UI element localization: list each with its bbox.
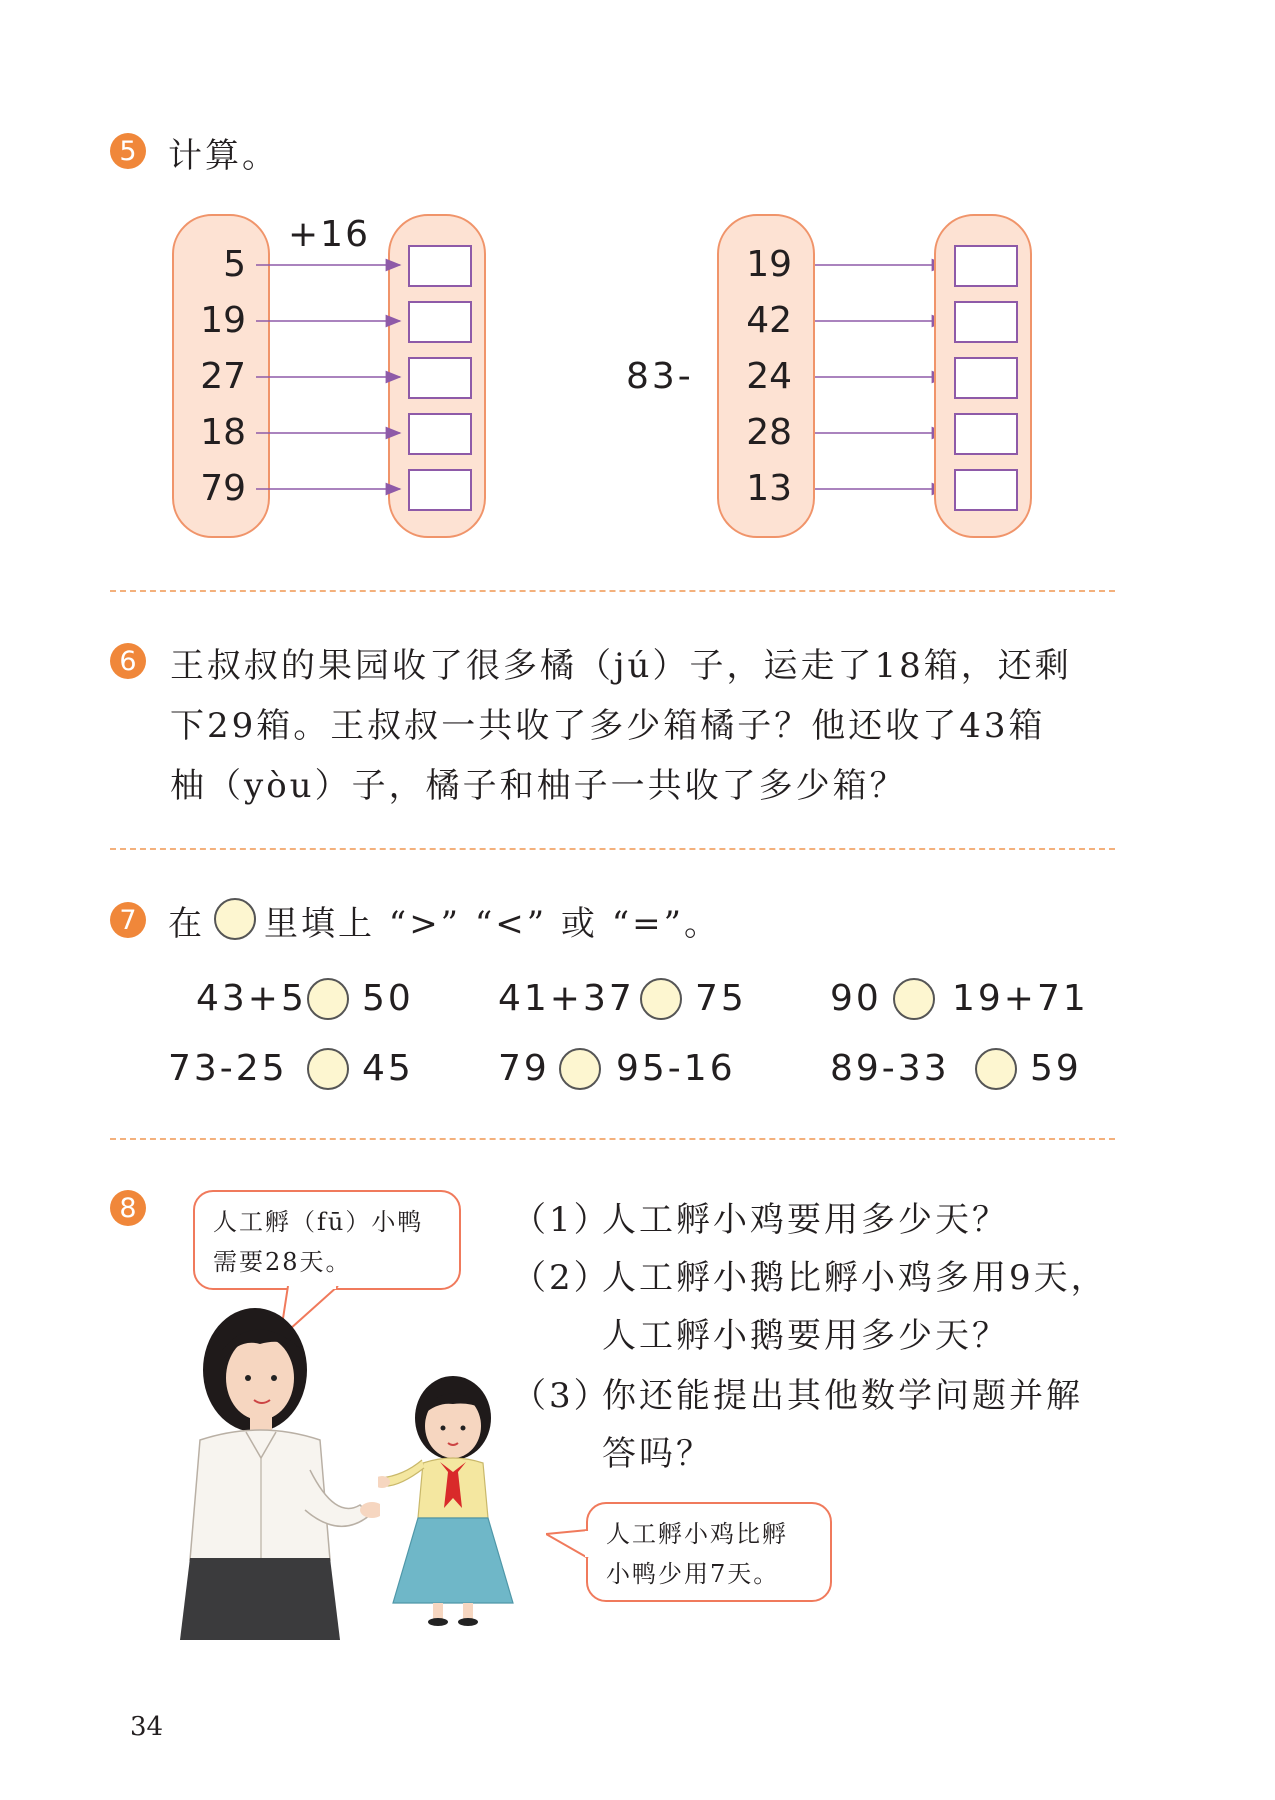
- q5-left-answer-box[interactable]: [408, 301, 472, 343]
- q7-compare-circle[interactable]: [559, 1048, 601, 1090]
- q5-left-answer-box[interactable]: [408, 469, 472, 511]
- q6-line: 下29箱。王叔叔一共收了多少箱橘子？他还收了43箱: [170, 706, 1046, 746]
- q8-sub-text: 你还能提出其他数学问题并解: [602, 1376, 1083, 1416]
- q8-sub-text: 人工孵小鸡要用多少天？: [602, 1200, 1009, 1240]
- question-number-7: 7: [110, 902, 146, 938]
- q7-right-expr: 59: [1030, 1048, 1082, 1089]
- q8-sub-label: （3）: [512, 1376, 611, 1416]
- teacher-bubble-line: 需要28天。: [213, 1248, 352, 1276]
- q8-sub-text: 人工孵小鹅比孵小鸡多用9天，: [602, 1258, 1108, 1298]
- q5-left-answer-box[interactable]: [408, 245, 472, 287]
- page-number: 34: [130, 1712, 164, 1742]
- q5-right-answer-box[interactable]: [954, 245, 1018, 287]
- q8-sub-text: 人工孵小鹅要用多少天？: [602, 1316, 1009, 1356]
- q7-right-expr: 95-16: [616, 1048, 736, 1089]
- q7-left-expr: 90: [830, 978, 882, 1019]
- q8-sub-label: （1）: [512, 1200, 611, 1240]
- q5-left-operator: +16: [288, 214, 370, 255]
- q7-title-suffix: 里填上 “>” “<” 或 “=”。: [264, 904, 721, 944]
- q7-right-expr: 45: [362, 1048, 414, 1089]
- q6-line: 柚（yòu）子，橘子和柚子一共收了多少箱？: [170, 766, 907, 806]
- q5-right-answer-box[interactable]: [954, 469, 1018, 511]
- section-divider: [110, 1138, 1115, 1140]
- q7-left-expr: 43+5: [196, 978, 307, 1019]
- q5-left-answer-box[interactable]: [408, 357, 472, 399]
- q8-sub-text: 答吗？: [602, 1434, 713, 1474]
- q7-left-expr: 41+37: [498, 978, 635, 1019]
- q5-right-operator: 83-: [626, 356, 694, 397]
- q5-right-value: 24: [746, 356, 792, 397]
- q7-right-expr: 19+71: [952, 978, 1089, 1019]
- teacher-speech-bubble: [193, 1190, 461, 1290]
- q5-right-value: 28: [746, 412, 792, 453]
- girl-bubble-line: 人工孵小鸡比孵: [606, 1520, 788, 1548]
- q7-left-expr: 89-33: [830, 1048, 950, 1089]
- q7-right-expr: 50: [362, 978, 414, 1019]
- q5-left-value: 19: [200, 300, 246, 341]
- q7-right-expr: 75: [695, 978, 747, 1019]
- girl-bubble-tail: [546, 1528, 590, 1568]
- section-divider: [110, 848, 1115, 850]
- girl-speech-bubble: [586, 1502, 832, 1602]
- q5-right-answer-box[interactable]: [954, 301, 1018, 343]
- q5-right-value: 42: [746, 300, 792, 341]
- q5-left-answer-box[interactable]: [408, 413, 472, 455]
- q5-left-value: 27: [200, 356, 246, 397]
- girl-bubble-line: 小鸭少用7天。: [606, 1560, 780, 1588]
- teacher-illustration: [160, 1300, 380, 1640]
- q7-compare-circle[interactable]: [307, 978, 349, 1020]
- q7-compare-circle[interactable]: [640, 978, 682, 1020]
- q7-compare-circle[interactable]: [893, 978, 935, 1020]
- q5-right-answer-box[interactable]: [954, 357, 1018, 399]
- q5-title: 计算。: [168, 136, 279, 176]
- q5-right-value: 19: [746, 244, 792, 285]
- q5-right-answer-box[interactable]: [954, 413, 1018, 455]
- question-number-8: 8: [110, 1190, 146, 1226]
- q5-left-value: 18: [200, 412, 246, 453]
- girl-illustration: [378, 1368, 528, 1628]
- section-divider: [110, 590, 1115, 592]
- q7-title-prefix: 在: [168, 904, 205, 944]
- q5-left-value: 79: [200, 468, 246, 509]
- teacher-bubble-line: 人工孵（fū）小鸭: [213, 1208, 424, 1236]
- q7-left-expr: 79: [498, 1048, 550, 1089]
- q8-sub-label: （2）: [512, 1258, 611, 1298]
- q6-line: 王叔叔的果园收了很多橘（jú）子，运走了18箱，还剩: [170, 646, 1072, 686]
- q7-compare-circle[interactable]: [307, 1048, 349, 1090]
- q5-right-value: 13: [746, 468, 792, 509]
- q7-title-circle: [214, 898, 256, 940]
- q5-left-value: 5: [223, 244, 246, 285]
- q7-compare-circle[interactable]: [975, 1048, 1017, 1090]
- question-number-5: 5: [110, 133, 146, 169]
- q7-left-expr: 73-25: [168, 1048, 288, 1089]
- question-number-6: 6: [110, 643, 146, 679]
